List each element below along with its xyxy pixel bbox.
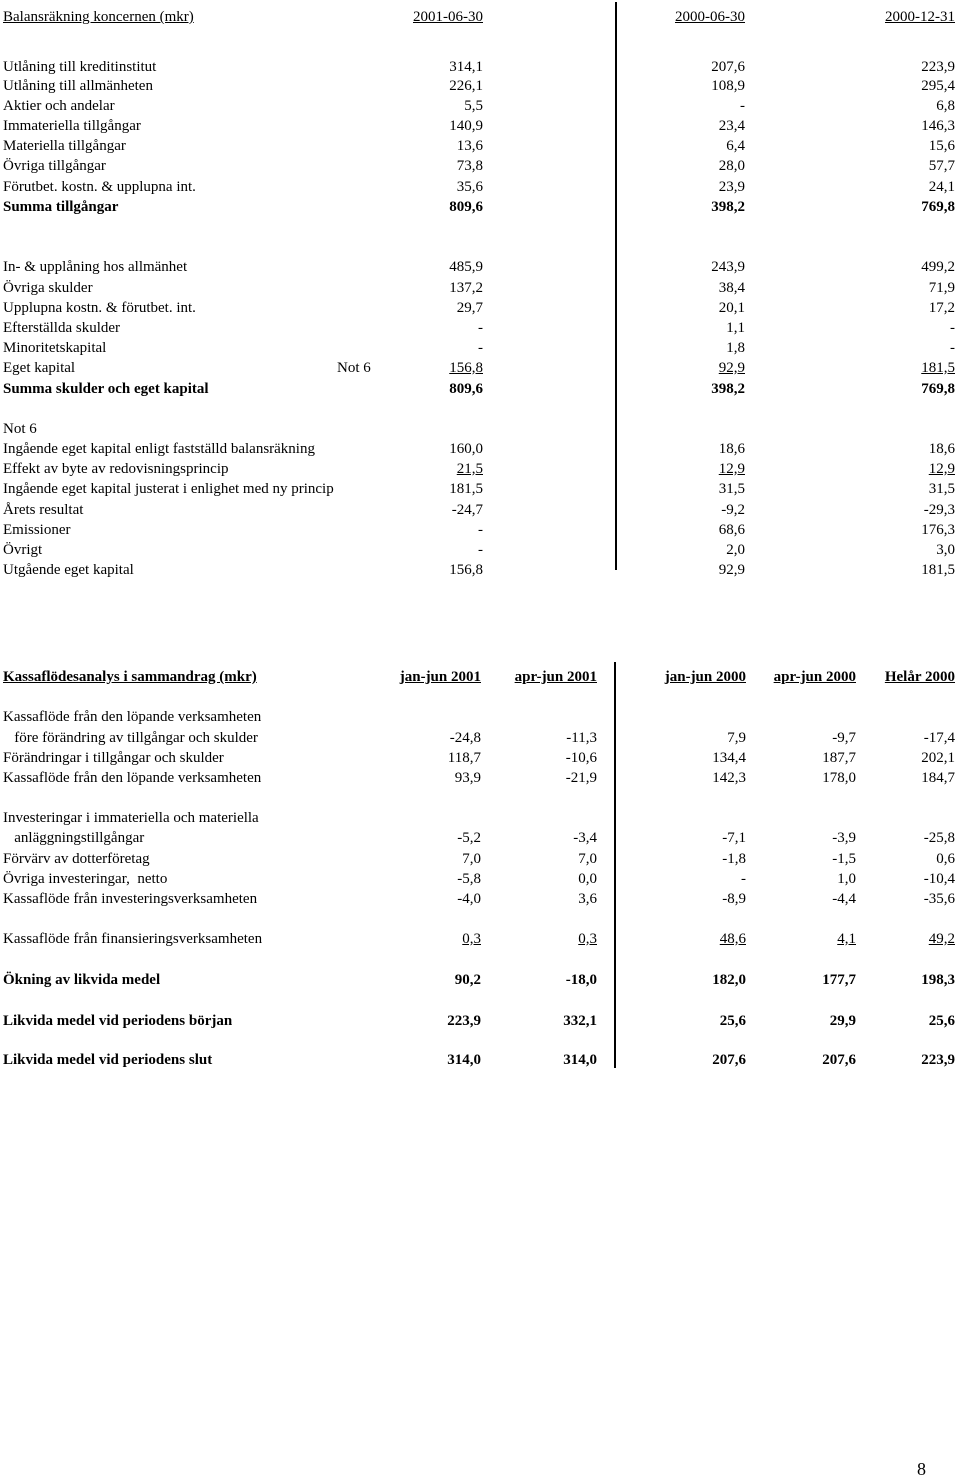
balance-cell: 15,6 xyxy=(928,138,955,154)
balance-cell: 31,5 xyxy=(718,481,745,497)
balance-cell: 28,0 xyxy=(718,158,745,174)
balance-row-label: Övrigt xyxy=(3,542,43,558)
cashflow-cell: 0,0 xyxy=(578,871,597,887)
cashflow-cell: 7,9 xyxy=(727,730,746,746)
cashflow-row-label: Kassaflöde från den löpande verksamheten xyxy=(3,709,262,725)
cashflow-cell: 134,4 xyxy=(712,750,746,766)
balance-cell: 156,8 xyxy=(449,360,483,376)
cashflow-cell: 223,9 xyxy=(921,1052,955,1068)
balance-divider xyxy=(615,2,617,570)
cashflow-cell: 184,7 xyxy=(921,770,955,786)
cashflow-cell: 25,6 xyxy=(719,1013,746,1029)
cashflow-cell: 7,0 xyxy=(578,851,597,867)
balance-cell: 398,2 xyxy=(711,199,745,215)
balance-cell: 38,4 xyxy=(718,280,745,296)
balance-cell: 6,4 xyxy=(726,138,745,154)
cashflow-cell: 207,6 xyxy=(822,1052,856,1068)
balance-cell: 137,2 xyxy=(449,280,483,296)
balance-cell: 12,9 xyxy=(718,461,745,477)
cashflow-cell: 93,9 xyxy=(454,770,481,786)
cashflow-cell: -5,2 xyxy=(457,830,481,846)
cashflow-cell: 7,0 xyxy=(462,851,481,867)
balance-cell: 92,9 xyxy=(718,360,745,376)
cashflow-cell: 25,6 xyxy=(928,1013,955,1029)
cashflow-cell: -4,4 xyxy=(832,891,856,907)
balance-title: Balansräkning koncernen (mkr) xyxy=(3,9,194,25)
cashflow-cell: - xyxy=(741,871,746,887)
cashflow-cell: -5,8 xyxy=(457,871,481,887)
cashflow-cell: 198,3 xyxy=(921,972,955,988)
balance-cell: 6,8 xyxy=(936,98,955,114)
cashflow-col-header: apr-jun 2000 xyxy=(773,669,856,685)
balance-cell: 24,1 xyxy=(928,179,955,195)
cashflow-cell: 29,9 xyxy=(829,1013,856,1029)
balance-cell: 1,8 xyxy=(726,340,745,356)
cashflow-row-label: anläggningstillgångar xyxy=(3,830,145,846)
cashflow-cell: 49,2 xyxy=(928,931,955,947)
balance-col-header: 2000-06-30 xyxy=(675,9,745,25)
cashflow-cell: 182,0 xyxy=(712,972,746,988)
cashflow-row-label: Ökning av likvida medel xyxy=(3,972,161,988)
balance-row-label: Emissioner xyxy=(3,522,71,538)
balance-cell: 314,1 xyxy=(449,59,483,75)
balance-cell: 226,1 xyxy=(449,78,483,94)
balance-cell: 57,7 xyxy=(928,158,955,174)
cashflow-cell: -24,8 xyxy=(449,730,481,746)
balance-cell: 29,7 xyxy=(456,300,483,316)
balance-cell: 485,9 xyxy=(449,259,483,275)
cashflow-cell: -10,4 xyxy=(923,871,955,887)
cashflow-cell: 207,6 xyxy=(712,1052,746,1068)
cashflow-cell: 0,6 xyxy=(936,851,955,867)
balance-cell: 156,8 xyxy=(449,562,483,578)
cashflow-col-header: apr-jun 2001 xyxy=(514,669,597,685)
cashflow-cell: -1,8 xyxy=(722,851,746,867)
balance-col-header: 2001-06-30 xyxy=(413,9,483,25)
balance-col-header: 2000-12-31 xyxy=(885,9,955,25)
balance-cell: 18,6 xyxy=(928,441,955,457)
cashflow-col-header: Helår 2000 xyxy=(884,669,955,685)
cashflow-cell: 0,3 xyxy=(462,931,481,947)
cashflow-cell: -17,4 xyxy=(923,730,955,746)
page-number: 8 xyxy=(917,1459,926,1479)
cashflow-cell: -25,8 xyxy=(923,830,955,846)
cashflow-cell: -3,4 xyxy=(573,830,597,846)
balance-cell: 2,0 xyxy=(726,542,745,558)
balance-cell: 73,8 xyxy=(456,158,483,174)
balance-row-label: Utlåning till allmänheten xyxy=(3,78,153,94)
cashflow-col-header: jan-jun 2001 xyxy=(399,669,481,685)
cashflow-col-header: jan-jun 2000 xyxy=(664,669,746,685)
balance-cell: 207,6 xyxy=(711,59,745,75)
cashflow-cell: -18,0 xyxy=(565,972,597,988)
balance-cell: 160,0 xyxy=(449,441,483,457)
cashflow-title: Kassaflödesanalys i sammandrag (mkr) xyxy=(3,669,257,685)
cashflow-row-label: Investeringar i immateriella och materiella xyxy=(3,810,259,826)
balance-cell: 243,9 xyxy=(711,259,745,275)
balance-cell: 21,5 xyxy=(456,461,483,477)
balance-cell: 31,5 xyxy=(928,481,955,497)
balance-cell: - xyxy=(950,320,955,336)
balance-row-label: Efterställda skulder xyxy=(3,320,121,336)
cashflow-cell: -9,7 xyxy=(832,730,856,746)
cashflow-cell: 314,0 xyxy=(447,1052,481,1068)
balance-row-label: Ingående eget kapital justerat i enlighet med ny princip xyxy=(3,481,334,497)
balance-cell: - xyxy=(950,340,955,356)
cashflow-cell: -21,9 xyxy=(565,770,597,786)
cashflow-cell: -10,6 xyxy=(565,750,597,766)
balance-cell: 181,5 xyxy=(921,360,955,376)
cashflow-cell: 187,7 xyxy=(822,750,856,766)
balance-cell: 223,9 xyxy=(921,59,955,75)
balance-row-label: Summa tillgångar xyxy=(3,199,119,215)
balance-row-label: Övriga skulder xyxy=(3,280,93,296)
balance-row-note: Not 6 xyxy=(337,360,371,376)
cashflow-divider xyxy=(614,662,616,1068)
balance-row-label: Eget kapital xyxy=(3,360,76,376)
cashflow-cell: 314,0 xyxy=(563,1052,597,1068)
balance-cell: -29,3 xyxy=(923,502,955,518)
cashflow-cell: 118,7 xyxy=(447,750,481,766)
balance-cell: -24,7 xyxy=(451,502,483,518)
cashflow-row-label: Övriga investeringar, netto xyxy=(3,871,168,887)
balance-cell: 176,3 xyxy=(921,522,955,538)
balance-cell: 13,6 xyxy=(456,138,483,154)
balance-cell: -9,2 xyxy=(721,502,745,518)
balance-cell: 295,4 xyxy=(921,78,955,94)
cashflow-row-label: Förvärv av dotterföretag xyxy=(3,851,150,867)
balance-row-label: Effekt av byte av redovisningsprincip xyxy=(3,461,229,477)
balance-cell: 20,1 xyxy=(718,300,745,316)
balance-cell: - xyxy=(478,340,483,356)
balance-cell: 35,6 xyxy=(456,179,483,195)
cashflow-row-label: Kassaflöde från den löpande verksamheten xyxy=(3,770,262,786)
balance-cell: 809,6 xyxy=(449,381,483,397)
balance-cell: 23,4 xyxy=(718,118,745,134)
cashflow-cell: -7,1 xyxy=(722,830,746,846)
cashflow-row-label: Förändringar i tillgångar och skulder xyxy=(3,750,224,766)
balance-cell: 3,0 xyxy=(936,542,955,558)
cashflow-cell: 178,0 xyxy=(822,770,856,786)
cashflow-cell: -4,0 xyxy=(457,891,481,907)
cashflow-cell: -8,9 xyxy=(722,891,746,907)
balance-cell: 18,6 xyxy=(718,441,745,457)
cashflow-cell: 90,2 xyxy=(454,972,481,988)
balance-cell: 146,3 xyxy=(921,118,955,134)
balance-cell: 68,6 xyxy=(718,522,745,538)
balance-row-label: In- & upplåning hos allmänhet xyxy=(3,259,188,275)
cashflow-cell: 332,1 xyxy=(563,1013,597,1029)
cashflow-cell: 142,3 xyxy=(712,770,746,786)
balance-row-label: Materiella tillgångar xyxy=(3,138,126,154)
balance-row-label: Immateriella tillgångar xyxy=(3,118,141,134)
cashflow-row-label: före förändring av tillgångar och skulder xyxy=(3,730,258,746)
cashflow-row-label: Likvida medel vid periodens början xyxy=(3,1013,233,1029)
balance-cell: 108,9 xyxy=(711,78,745,94)
balance-cell: - xyxy=(740,98,745,114)
balance-cell: 398,2 xyxy=(711,381,745,397)
cashflow-cell: 48,6 xyxy=(719,931,746,947)
balance-cell: - xyxy=(478,542,483,558)
balance-cell: - xyxy=(478,522,483,538)
balance-row-label: Minoritetskapital xyxy=(3,340,107,356)
balance-cell: 17,2 xyxy=(928,300,955,316)
balance-cell: 181,5 xyxy=(921,562,955,578)
cashflow-row-label: Kassaflöde från finansieringsverksamheten xyxy=(3,931,263,947)
balance-row-label: Utgående eget kapital xyxy=(3,562,134,578)
cashflow-row-label: Likvida medel vid periodens slut xyxy=(3,1052,213,1068)
balance-cell: - xyxy=(478,320,483,336)
balance-row-label: Upplupna kostn. & förutbet. int. xyxy=(3,300,196,316)
cashflow-cell: -35,6 xyxy=(923,891,955,907)
balance-row-label: Summa skulder och eget kapital xyxy=(3,381,209,397)
balance-row-label: Not 6 xyxy=(3,421,37,437)
balance-cell: 12,9 xyxy=(928,461,955,477)
balance-cell: 769,8 xyxy=(921,199,955,215)
balance-cell: 5,5 xyxy=(464,98,483,114)
cashflow-cell: 4,1 xyxy=(837,931,856,947)
cashflow-cell: -11,3 xyxy=(566,730,597,746)
balance-row-label: Övriga tillgångar xyxy=(3,158,106,174)
cashflow-cell: 0,3 xyxy=(578,931,597,947)
balance-cell: 140,9 xyxy=(449,118,483,134)
cashflow-row-label: Kassaflöde från investeringsverksamheten xyxy=(3,891,258,907)
balance-cell: 769,8 xyxy=(921,381,955,397)
balance-row-label: Utlåning till kreditinstitut xyxy=(3,59,157,75)
balance-row-label: Aktier och andelar xyxy=(3,98,115,114)
cashflow-cell: -3,9 xyxy=(832,830,856,846)
balance-cell: 499,2 xyxy=(921,259,955,275)
cashflow-cell: 177,7 xyxy=(822,972,856,988)
balance-cell: 92,9 xyxy=(718,562,745,578)
balance-cell: 23,9 xyxy=(718,179,745,195)
cashflow-cell: 1,0 xyxy=(837,871,856,887)
cashflow-cell: 202,1 xyxy=(921,750,955,766)
cashflow-cell: -1,5 xyxy=(832,851,856,867)
balance-row-label: Ingående eget kapital enligt fastställd balansräkning xyxy=(3,441,315,457)
cashflow-cell: 3,6 xyxy=(578,891,597,907)
balance-cell: 71,9 xyxy=(928,280,955,296)
cashflow-cell: 223,9 xyxy=(447,1013,481,1029)
balance-cell: 809,6 xyxy=(449,199,483,215)
balance-cell: 1,1 xyxy=(726,320,745,336)
balance-row-label: Förutbet. kostn. & upplupna int. xyxy=(3,179,196,195)
balance-cell: 181,5 xyxy=(449,481,483,497)
balance-row-label: Årets resultat xyxy=(3,502,84,518)
